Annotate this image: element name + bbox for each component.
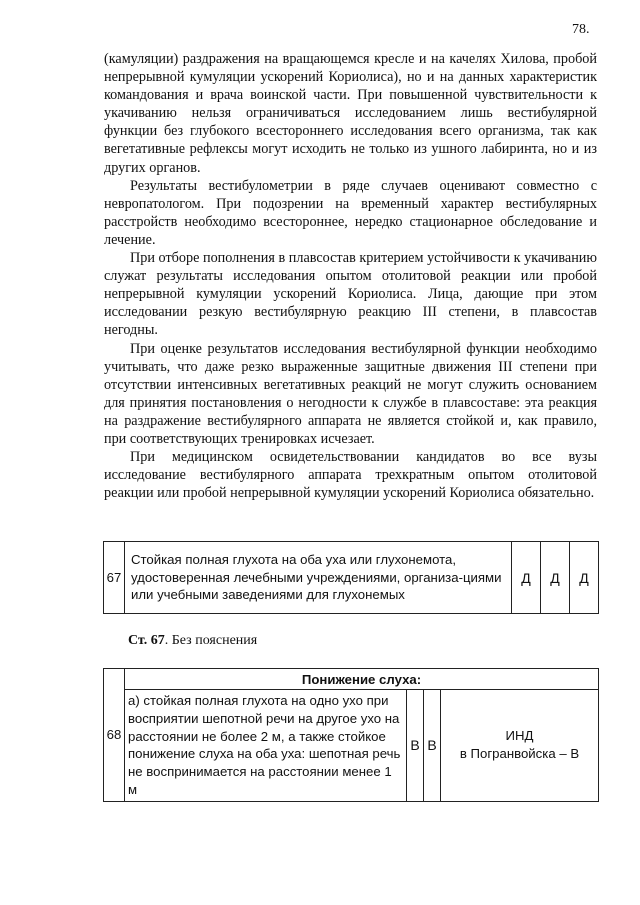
category-cell-3 xyxy=(441,690,599,802)
paragraph-5: При медицинском освидетельствовании кандидатов во все вузы исследование вестибулярного аппарата трехкратным опытом отолитовой реакции или пробой непрерывной кумуляции ускорений Кориолиса обязательно. xyxy=(104,449,597,502)
category-cell-3: Д xyxy=(570,542,599,614)
note-label: Ст. 67 xyxy=(128,633,165,648)
paragraph-1: (камуляции) раздражения на вращающемся кресле и на качелях Хилова, пробой непрерывной кумуляции ускорений Кориолиса), но и на данных характеристик командования и врача воинской части. При повышенной чувствительности к укачиванию нельзя ограничиваться исследованием лишь вестибулярной функции без глубокого всестороннего исследования всего организма, так как вегетативные рефлексы могут исходить не только из ушного лабиринта, но и из других органов. xyxy=(104,51,597,176)
page-number: 78. xyxy=(572,22,590,37)
note-text: . Без пояснения xyxy=(164,633,258,648)
article-67-note xyxy=(128,633,257,649)
table-row xyxy=(104,542,599,614)
category-border-troops: в Погранвойска – В xyxy=(459,746,580,762)
category-cell-1: В xyxy=(407,690,424,802)
category-cell-2: В xyxy=(424,690,441,802)
body-text xyxy=(104,50,597,502)
article-68-table xyxy=(103,668,599,802)
category-cell-2: Д xyxy=(541,542,570,614)
category-cell-1: Д xyxy=(512,542,541,614)
section-header: Понижение слуха: xyxy=(125,669,599,690)
paragraph-2: Результаты вестибулометрии в ряде случаев оценивают совместно с невропатологом. При подозрении на временный характер вестибулярных расстройств необходимо всестороннее, нередко стационарное обследование и лечение. xyxy=(104,177,597,248)
paragraph-3: При отборе пополнения в плавсостав критерием устойчивости к укачиванию служат результаты исследования опытом отолитовой реакции или пробой непрерывной кумуляции ускорений Кориолиса. Лица, дающие при этом исследовании резкую вестибулярную реакцию III степени, в плавсостав негодны. xyxy=(104,250,597,339)
table-row xyxy=(104,669,599,690)
article-number: 67 xyxy=(104,542,125,614)
article-number: 68 xyxy=(104,669,125,802)
table-row xyxy=(104,690,599,802)
article-67-table xyxy=(103,541,599,614)
article-description: а) стойкая полная глухота на одно ухо при восприятии шепотной речи на другое ухо на расстоянии не более 2 м, а также стойкое понижение слуха на оба уха: шепотная речь не воспринимается на расстоянии менее 1 м xyxy=(125,690,407,802)
category-ind: ИНД xyxy=(505,728,534,744)
article-description: Стойкая полная глухота на оба уха или глухонемота, удостоверенная лечебными учреждениями, организа-циями или учебными заведениями для глухонемых xyxy=(125,542,512,614)
paragraph-4: При оценке результатов исследования вестибулярной функции необходимо учитывать, что даже резко выраженные защитные движения III степени при отсутствии интенсивных вегетативных реакций не могут служить основанием для принятия постановления о негодности к службе в плавсоставе: эта реакция на раздражение вестибулярного аппарата не является стойкой и, как правило, при соответствующих тренировках исчезает. xyxy=(104,340,597,447)
